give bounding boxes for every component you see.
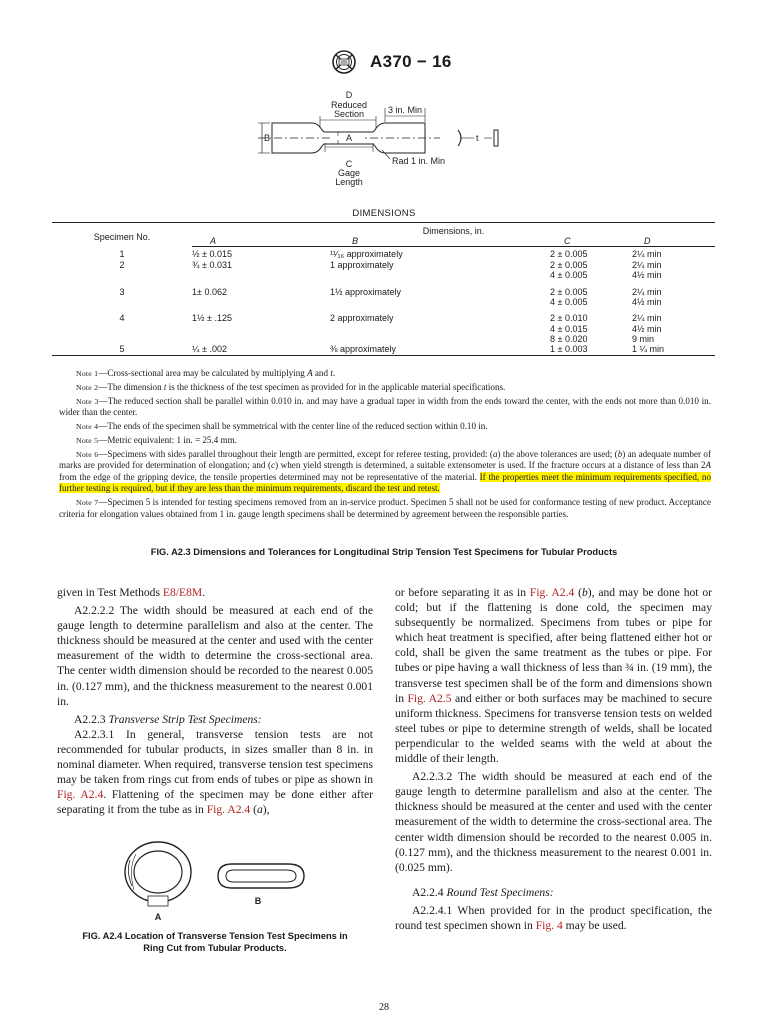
label-d: D <box>345 90 353 100</box>
link-fig-a2-5[interactable]: Fig. A2.5 <box>407 691 452 705</box>
note-1: Note 1—Cross-sectional area may be calculated by multiplying A and t. <box>76 368 336 378</box>
note-3: Note 3—The reduced section shall be parallel within 0.010 in. and may have a gradual taper in width from the ends toward the center, with the ends not more than 0.010 in. wider than the center. <box>59 395 711 418</box>
figure-a2-4-caption: FIG. A2.4 Location of Transverse Tension Test Specimens in Ring Cut from Tubular Products. <box>82 931 348 953</box>
table-row: 4 ± 0.005 4½ min <box>550 297 662 308</box>
heading-a2-2-3: A2.2.3 Transverse Strip Test Specimens: <box>74 712 262 726</box>
header-specimen-no: Specimen No. <box>52 223 192 247</box>
table-row: 4 1½ ± .125 2 approximately 2 ± 0.010 2¼ min <box>119 313 662 324</box>
figure-notes <box>59 368 711 522</box>
link-fig-a2-4[interactable]: Fig. A2.4 <box>529 586 575 599</box>
table-row: 4 ± 0.015 4½ min <box>550 323 662 334</box>
highlighted-text: If the properties meet the minimum requirements specified, no further testing is required, but if they are less than the minimum requirements, discard the test and retest. <box>59 471 711 494</box>
label-length: Length <box>335 177 363 187</box>
figure-a2-3-caption: FIG. A2.3 Dimensions and Tolerances for Longitudinal Strip Tension Test Specimens for Tubular Products <box>150 547 618 557</box>
label-c: C <box>345 159 353 169</box>
header-col-d: D <box>632 236 715 247</box>
table-body <box>52 247 715 356</box>
paragraph-a2-2-4-1: A2.2.4.1 When provided for in the product specification, the round test specimen shown in Fig. 4 may be used. <box>395 903 712 932</box>
note-5: Note 5—Metric equivalent: 1 in. = 25.4 mm. <box>76 434 237 445</box>
label-3in-min: 3 in. Min <box>388 105 423 115</box>
label-b: B <box>264 133 271 143</box>
paragraph-a2-2-3-2: A2.2.3.2 The width should be measured at each end of the gauge length to determine parallelism and also at the center. The thickness should be measured at the center and used with the center measurement of the width to determine the cross-sectional area. The center width dimension should be recorded to the nearest 0.005 in. (0.127 mm), and the thickness measurement to the nearest 0.001 in. (0.025 mm). <box>395 770 712 874</box>
note-6: Note 6—Specimens with sides parallel throughout their length are permitted, except for referee testing, provided: (a) the above tolerances are used; (b) an adequate number of marks are provided for determination of elongation; and (c) when yield strength is determined, a suitable extensometer is used. If the fracture occurs at a distance of less than 2A from the edge of the gripping device, the tensile properties determined may not be representative of the material. If the properties meet the minimum requirements specified, no further testing is required, but if they are less than the minimum requirements, discard the test and retest. <box>59 448 712 494</box>
label-gage: Gage <box>337 168 361 178</box>
page-header <box>0 48 768 78</box>
strip-specimen-diagram <box>0 80 768 200</box>
paragraph-a2-2-3-1: A2.2.3.1 In general, transverse tension tests are not recommended for tubular products, in sizes smaller than 8 in. in nominal diameter. When required, transverse tension test specimens may be taken from rings cut from ends of tubes or pipe as shown in Fig. A2.4. Flattening of the specimen may be done either after separating it from the tube as in Fig. A2.4 (a), <box>57 727 373 817</box>
paragraph-a2-2-2-2: A2.2.2.2 The width should be measured at each end of the gauge length to determine parallelism and also at the center. The thickness should be measured at the center and used with the center measurement of the width to determine the cross-sectional area. The center width dimension should be recorded to the nearest 0.005 in. (0.127 mm), and the thickness measurement to the nearest 0.001 in. <box>57 604 373 708</box>
table-row: 2 ¾ ± 0.031 1 approximately 2 ± 0.005 2¼ min <box>119 259 662 270</box>
label-flat-b: B <box>254 896 262 906</box>
link-fig-a2-4[interactable]: Fig. A2.4 <box>206 803 251 817</box>
header-col-a: A <box>192 236 300 247</box>
table-row: 8 ± 0.020 9 min <box>550 333 655 344</box>
note-7: Note 7—Specimen 5 is intended for testing specimens removed from an in-service product. Specimen 5 shall not be used for conformance testing of new product. Acceptance criteria for elongation values obtained from 1 in. gauge length specimens shall be determined by agreement between the responsible parties. <box>59 497 711 519</box>
label-t: t <box>476 133 479 143</box>
dimensions-title: DIMENSIONS <box>352 208 416 219</box>
document-id: A370 − 16 <box>370 52 452 71</box>
paragraph: given in Test Methods E8/E8M. <box>57 586 206 599</box>
header-col-b: B <box>300 236 512 247</box>
header-dimensions: Dimensions, in. <box>192 223 715 237</box>
dimensions-table <box>52 222 715 356</box>
right-column <box>395 585 712 933</box>
link-fig-a2-4[interactable]: Fig. A2.4 <box>57 788 104 802</box>
note-2: Note 2—The dimension t is the thickness of the test specimen as provided for in the applicable material specifications. <box>76 381 506 392</box>
table-row: 3 1± 0.062 1½ approximately 2 ± 0.005 2¼ min <box>119 287 662 298</box>
header-col-c: C <box>512 236 632 247</box>
label-section: Section <box>333 109 365 119</box>
flattened-b <box>218 864 304 888</box>
label-a: A <box>345 133 353 143</box>
note-4: Note 4—The ends of the specimen shall be symmetrical with the center line of the reduced section within 0.10 in. <box>76 420 488 431</box>
table-row: 4 ± 0.005 4½ min <box>550 269 662 280</box>
paragraph: or before separating it as in Fig. A2.4 (b), and may be done hot or cold; but if the flattening is done cold, the specimen may subsequently be normalized. Specimens from tubes or pipe for which heat treatment is specified, after being flattened either hot or cold, shall be given the same treatment as the tubes or pipe. For tubes or pipe having a wall thickness of less than ¾ in. (19 mm), the transverse test specimen shall be of the form and dimensions shown in Fig. A2.5 and either or both surfaces may be machined to secure uniform thickness. Specimens for transverse tension tests on welded steel tubes or pipe to determine strength of welds, shall be located perpendicular to the welded seams with the weld at about the middle of their length. <box>395 586 712 766</box>
astm-logo-icon <box>330 49 364 75</box>
ring-specimen-diagram <box>110 830 310 926</box>
ring-a <box>125 842 191 906</box>
link-fig-4[interactable]: Fig. 4 <box>535 918 563 932</box>
table-header-row <box>52 223 715 237</box>
label-ring-a: A <box>154 912 162 922</box>
label-radius: Rad 1 in. Min <box>392 156 446 166</box>
page-number: 28 <box>379 1002 389 1013</box>
link-e8-e8m[interactable]: E8/E8M <box>162 586 203 599</box>
table-row: 1 ½ ± 0.015 ¹¹⁄₁₆ approximately 2 ± 0.005 2¼ min <box>119 248 662 260</box>
left-column <box>57 585 373 817</box>
table-row: 5 ¼ ± .002 ⅜ approximately 1 ± 0.003 1 ¼ min <box>52 344 715 356</box>
heading-a2-2-4: A2.2.4 Round Test Specimens: <box>412 885 554 899</box>
label-reduced: Reduced <box>330 100 368 110</box>
